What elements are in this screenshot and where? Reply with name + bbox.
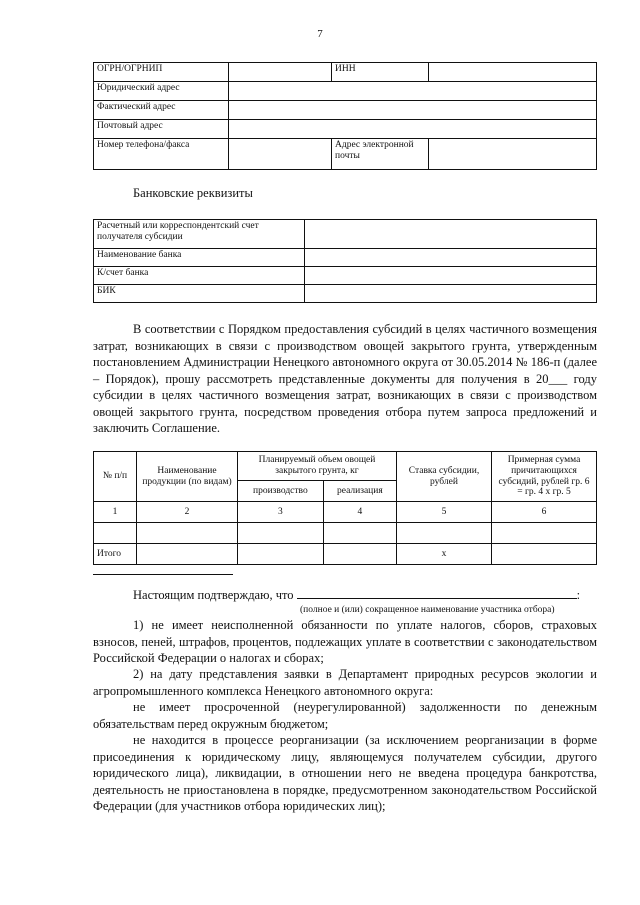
total-rate-mark: х bbox=[397, 544, 492, 565]
item-1: 1) не имеет неисполненной обязанности по уплате налогов, сборов, страховых взносов, пеней, штрафов, процентов, подлежащих уплате в соответствии с законодательством Российской Федерации о налогах и сборах; bbox=[93, 618, 597, 665]
page-number: 7 bbox=[317, 28, 323, 40]
num-4: 4 bbox=[323, 502, 396, 523]
confirm-colon: : bbox=[576, 588, 581, 602]
ogrn-label: ОГРН/ОГРНИП bbox=[94, 63, 229, 82]
inn-label: ИНН bbox=[332, 63, 429, 82]
bik-label: БИК bbox=[94, 285, 305, 303]
col-production-header: производство bbox=[238, 481, 324, 502]
subsidy-table bbox=[93, 451, 597, 565]
col-sales-header: реализация bbox=[323, 481, 396, 502]
confirm-text: Настоящим подтверждаю, что bbox=[133, 588, 294, 602]
phone-label: Номер телефона/факса bbox=[94, 139, 229, 170]
legal-address-value bbox=[229, 82, 597, 101]
ogrn-value bbox=[229, 63, 332, 82]
bank-name-label: Наименование банка bbox=[94, 249, 305, 267]
col-rate-header: Ставка субсидии, рублей bbox=[397, 452, 492, 502]
num-3: 3 bbox=[238, 502, 324, 523]
inn-value bbox=[429, 63, 597, 82]
postal-address-label: Почтовый адрес bbox=[94, 120, 229, 139]
account-label: Расчетный или корреспондентский счет получателя субсидии bbox=[94, 220, 305, 249]
total-label: Итого bbox=[94, 544, 137, 565]
corr-account-label: К/счет банка bbox=[94, 267, 305, 285]
actual-address-value bbox=[229, 101, 597, 120]
item-4: не находится в процессе реорганизации (за исключением реорганизации в форме присоединения к юридическому лицу, являющемуся получателем субсидии, другого юридического лица), ликвидации, в отношении него не введена процедура банкротства, деятельность не приостановлена в порядке, предусмотренном законодательством Российской Федерации (для участников отбора юридических лиц); bbox=[93, 733, 597, 813]
table-row bbox=[94, 523, 597, 544]
item-3: не имеет просроченной (неурегулированной) задолженности по денежным обязательствам перед окружным бюджетом; bbox=[93, 700, 597, 731]
applicant-info-table bbox=[93, 62, 597, 170]
footnote-divider bbox=[93, 574, 233, 575]
postal-address-value bbox=[229, 120, 597, 139]
item-2: 2) на дату представления заявки в Департамент природных ресурсов экологии и агропромышленного комплекса Ненецкого автономного округа: bbox=[93, 667, 597, 698]
account-value bbox=[305, 220, 597, 249]
confirm-caption: (полное и (или) сокращенное наименование участника отбора) bbox=[300, 605, 555, 615]
num-5: 5 bbox=[397, 502, 492, 523]
bank-name-value bbox=[305, 249, 597, 267]
bank-details-heading: Банковские реквизиты bbox=[133, 186, 253, 200]
bik-value bbox=[305, 285, 597, 303]
corr-account-value bbox=[305, 267, 597, 285]
participant-name-blank bbox=[297, 587, 577, 599]
col-volume-header: Планируемый объем овощей закрытого грунта, кг bbox=[238, 452, 397, 481]
num-1: 1 bbox=[94, 502, 137, 523]
col-product-header: Наименование продукции (по видам) bbox=[137, 452, 238, 502]
actual-address-label: Фактический адрес bbox=[94, 101, 229, 120]
col-num-header: № п/п bbox=[94, 452, 137, 502]
email-value bbox=[429, 139, 597, 170]
num-6: 6 bbox=[492, 502, 597, 523]
main-paragraph: В соответствии с Порядком предоставления субсидий в целях частичного возмещения затрат, возникающих в связи с производством овощей закрытого грунта, утвержденным постановлением Администрации Ненецкого автономного округа от 30.05.2014 № 186-п (далее – Порядок), прошу рассмотреть представленные документы для получения в 20___ году субсидии в целях частичного возмещения затрат, возникающих в связи с производством овощей закрытого грунта, посредством проведения отбора путем запроса предложений и заключить Соглашение. bbox=[93, 322, 597, 435]
confirm-line bbox=[93, 587, 597, 603]
phone-value bbox=[229, 139, 332, 170]
bank-details-table bbox=[93, 219, 597, 303]
col-amount-header: Примерная сумма причитающихся субсидий, рублей гр. 6 = гр. 4 х гр. 5 bbox=[492, 452, 597, 502]
legal-address-label: Юридический адрес bbox=[94, 82, 229, 101]
num-2: 2 bbox=[137, 502, 238, 523]
email-label: Адрес электронной почты bbox=[332, 139, 429, 170]
